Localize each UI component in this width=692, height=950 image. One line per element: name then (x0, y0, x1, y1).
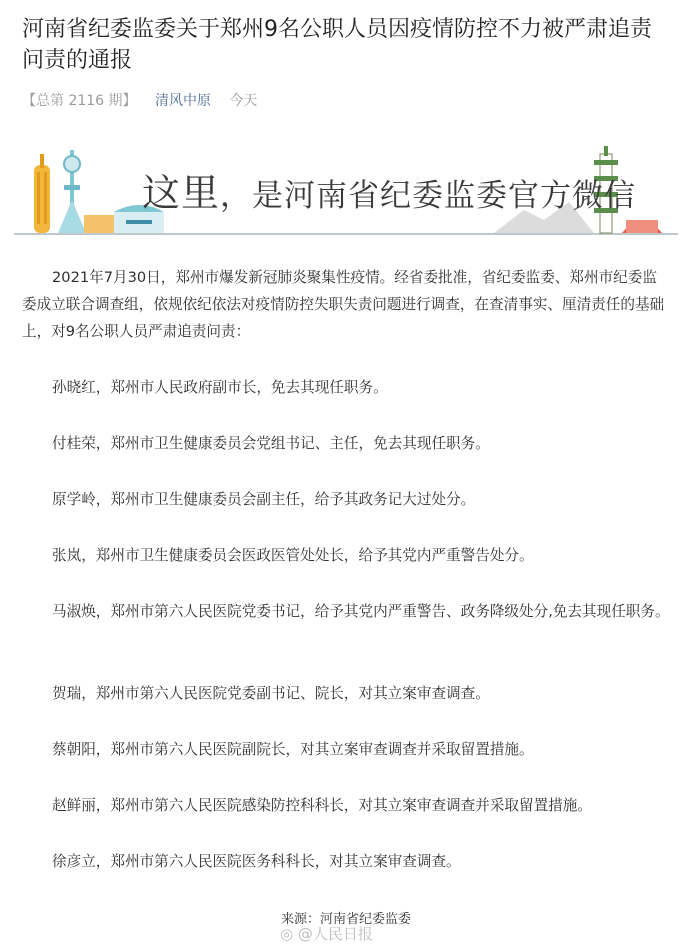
watermark-text: @人民日报 (297, 925, 373, 943)
list-item: 徐彦立，郑州市第六人民医院医务科科长，对其立案审查调查。 (52, 853, 461, 870)
publish-date: 今天 (229, 93, 258, 109)
list-item: 蔡朝阳，郑州市第六人民医院副院长，对其立案审查调查并采取留置措施。 (52, 741, 534, 758)
banner-text: ，是河南省纪委监委官方微信 (220, 178, 637, 214)
article-meta (22, 90, 271, 110)
list-item: 付桂荣，郑州市卫生健康委员会党组书记、主任，免去其现任职务。 (52, 435, 490, 452)
source-line: 来源：河南省纪委监委 (280, 912, 411, 927)
list-item: 贺瑞，郑州市第六人民医院党委副书记、院长，对其立案审查调查。 (52, 685, 490, 702)
intro-text: 2021年7月30日，郑州市爆发新冠肺炎聚集性疫情。经省委批准，省纪委监委、郑州市纪委监委成立联合调查组，依规依纪依法对疫情防控失职失责问题进行调查，在查清事实、厘清责任的基础上，对9名公职人员严肃追责问责： (22, 269, 665, 340)
article-title: 河南省纪委监委关于郑州9名公职人员因疫情防控不力被严肃追责问责的通报 (22, 17, 652, 73)
issue-number: 【总第 2116 期】 (22, 93, 137, 109)
list-item: 张岚，郑州市卫生健康委员会医政医管处处长，给予其党内严重警告处分。 (52, 547, 534, 564)
list-item: 赵鲜丽，郑州市第六人民医院感染防控科科长，对其立案审查调查并采取留置措施。 (52, 797, 592, 814)
banner-slogan (142, 162, 636, 217)
weibo-watermark (280, 923, 373, 944)
banner-big-char: 这里 (142, 171, 221, 215)
weibo-icon: ◎ (280, 925, 294, 943)
banner-image (14, 140, 678, 240)
intro-paragraph (22, 264, 670, 345)
list-item: 马淑焕，郑州市第六人民医院党委书记，给予其党内严重警告、政务降级处分,免去其现任职务。 (52, 603, 670, 620)
list-item: 孙晓红，郑州市人民政府副市长，免去其现任职务。 (52, 379, 388, 396)
list-item: 原学岭，郑州市卫生健康委员会副主任，给予其政务记大过处分。 (52, 491, 476, 508)
account-name-link[interactable]: 清风中原 (154, 93, 211, 109)
